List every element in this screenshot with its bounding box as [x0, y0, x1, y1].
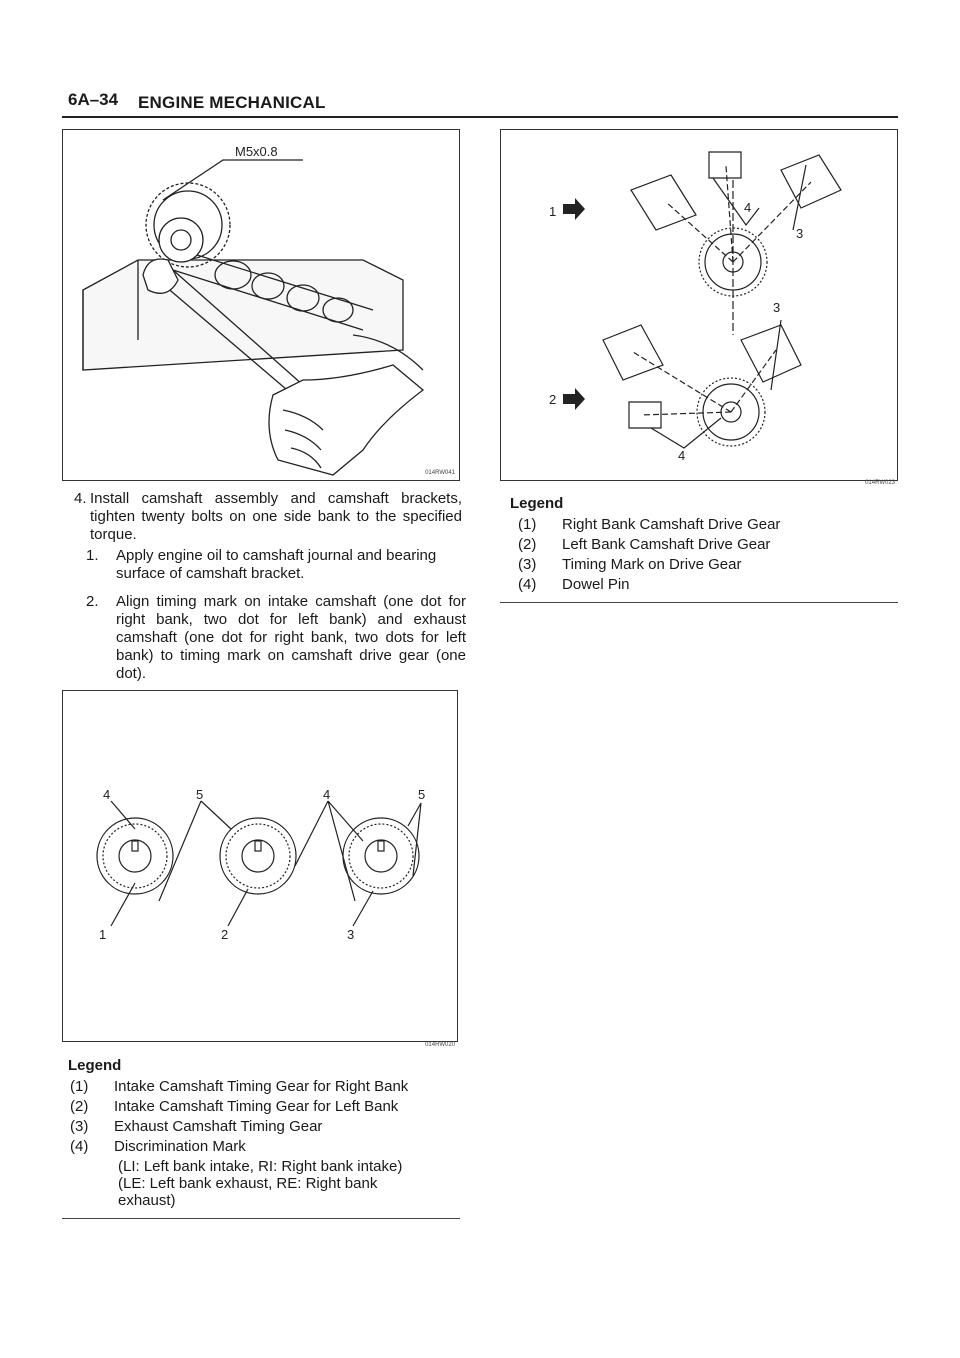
legend-item [518, 575, 898, 595]
step-text: Install camshaft assembly and camshaft brackets, tighten twenty bolts on one side bank to the specified torque. [90, 490, 462, 543]
legend-item [518, 535, 898, 555]
figure-timing-gears [62, 690, 458, 1042]
legend-text: Discrimination Mark [114, 1138, 246, 1155]
legend-item [70, 1137, 460, 1157]
legend-note: exhaust) [118, 1192, 176, 1209]
substep-text: Apply engine oil to camshaft journal and bearing surface of camshaft bracket. [116, 547, 437, 582]
arrow-icon [563, 388, 585, 410]
callout-3: 3 [796, 226, 804, 241]
callout-4: 4 [103, 787, 111, 802]
legend-num: (3) [70, 1118, 89, 1135]
section-rule [62, 1218, 460, 1219]
callout-3: 3 [773, 300, 781, 315]
figure-id: 014RW020 [425, 1042, 455, 1048]
legend-note: (LE: Left bank exhaust, RE: Right bank [118, 1175, 378, 1192]
legend-item [518, 555, 898, 575]
legend-num: (2) [518, 536, 537, 553]
callout-1: 1 [549, 204, 557, 219]
callout-3: 3 [347, 927, 355, 942]
legend-num: (1) [70, 1078, 89, 1095]
figure-drive-gears [500, 129, 898, 481]
legend-text: Left Bank Camshaft Drive Gear [562, 536, 771, 553]
callout-4: 4 [323, 787, 331, 802]
callout-1: 1 [99, 927, 107, 942]
figure-id: 014RW041 [425, 470, 455, 476]
legend-text: Timing Mark on Drive Gear [562, 556, 742, 573]
wrench-illustration [63, 130, 459, 480]
step-number: 4. [74, 490, 87, 507]
substep-2 [86, 593, 466, 683]
legend-text: Dowel Pin [562, 576, 630, 593]
figure-camshaft-wrench [62, 129, 460, 481]
callout-4: 4 [678, 448, 686, 463]
legend-text: Intake Camshaft Timing Gear for Left Bank [114, 1098, 399, 1115]
callout-5: 5 [196, 787, 204, 802]
substep-1 [86, 547, 466, 583]
page-number: 6A–34 [68, 90, 119, 109]
substep-number: 2. [86, 593, 99, 610]
legend-title: Legend [68, 1057, 122, 1074]
legend-num: (2) [70, 1098, 89, 1115]
figure-id: 014RW023 [865, 480, 895, 486]
drive-gears-illustration [501, 130, 897, 480]
callout-thread-size: M5x0.8 [235, 144, 278, 159]
callout-4: 4 [744, 200, 752, 215]
section-title: ENGINE MECHANICAL [138, 93, 326, 112]
legend-num: (4) [518, 576, 537, 593]
legend-item [70, 1117, 460, 1137]
callout-2: 2 [221, 927, 229, 942]
legend-note: (LI: Left bank intake, RI: Right bank intake) [118, 1158, 403, 1175]
substep-number: 1. [86, 547, 99, 564]
legend-item [70, 1097, 460, 1117]
legend-num: (4) [70, 1138, 89, 1155]
legend-item [70, 1077, 460, 1097]
legend-text: Right Bank Camshaft Drive Gear [562, 516, 781, 533]
callout-2: 2 [549, 392, 557, 407]
timing-gears-illustration [63, 691, 457, 1041]
header-rule [62, 116, 898, 118]
callout-5: 5 [418, 787, 426, 802]
legend-text: Exhaust Camshaft Timing Gear [114, 1118, 323, 1135]
substep-text: Align timing mark on intake camshaft (one dot for right bank, two dot for left bank) and exhaust camshaft (one dot for right bank, two dots for left bank) to timing mark on camshaft drive gear (one dot). [116, 593, 466, 682]
legend-title: Legend [510, 495, 564, 512]
section-rule [500, 602, 898, 603]
legend-text: Intake Camshaft Timing Gear for Right Bank [114, 1078, 409, 1095]
legend-num: (3) [518, 556, 537, 573]
legend-num: (1) [518, 516, 537, 533]
arrow-icon [563, 198, 585, 220]
legend-item [518, 515, 898, 535]
